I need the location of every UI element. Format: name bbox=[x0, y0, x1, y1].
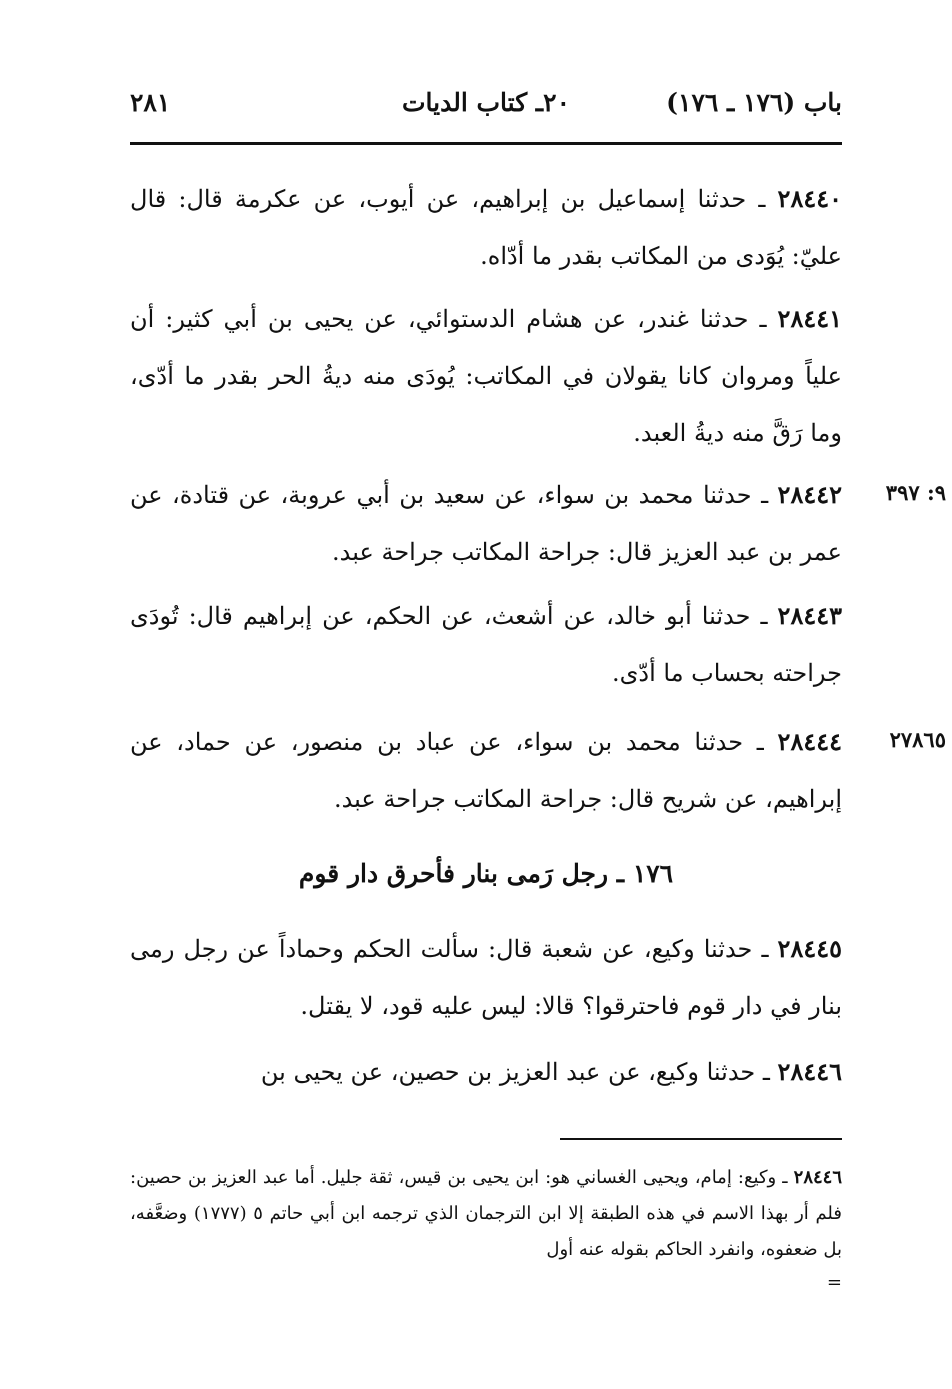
hadith-number: ٢٨٤٤٥ bbox=[777, 934, 842, 963]
footnote-continuation-mark: = bbox=[826, 1272, 842, 1293]
hadith-text: ـ حدثنا أبو خالد، عن أشعث، عن الحكم، عن إبراهيم قال: تُودَى جراحته بحساب ما أدّى. bbox=[130, 602, 842, 687]
hadith-number: ٢٨٤٤٦ bbox=[777, 1057, 842, 1086]
hadith-paragraph bbox=[130, 290, 842, 462]
margin-reference: ٩: ٣٩٧ bbox=[885, 480, 946, 505]
margin-reference: ٢٧٨٦٥ bbox=[889, 727, 946, 752]
footnote-number: ٢٨٤٤٦ bbox=[793, 1167, 842, 1188]
header-page-number: ٢٨١ bbox=[130, 88, 171, 117]
header-chapter-range: باب (١٧٦ ـ ١٧٦) bbox=[666, 88, 842, 117]
footnote-text: ـ وكيع: إمام، ويحيى الغساني هو: ابن يحيى بن قيس، ثقة جليل. أما عبد العزيز بن حصين: فلم أر بهذا الاسم في هذه الطبقة إلا ابن الترجمان الذي ترجمه ابن أبي حاتم ٥ (١٧٧٧) وضعَّفه، بل ضعفوه، وانفرد الحاكم بقوله عنه أول bbox=[130, 1167, 842, 1260]
hadith-text: ـ حدثنا وكيع، عن عبد العزيز بن حصين، عن يحيى بن bbox=[260, 1058, 778, 1086]
chapter-heading: ١٧٦ ـ رجل رَمى بنار فأحرق دار قوم bbox=[298, 859, 674, 888]
hadith-number: ٢٨٤٤٤ bbox=[777, 727, 842, 756]
hadith-paragraph bbox=[130, 466, 842, 581]
hadith-paragraph bbox=[130, 587, 842, 702]
hadith-paragraph bbox=[130, 713, 842, 828]
header-book-title: ٢٠ـ كتاب الديات bbox=[402, 88, 570, 117]
hadith-number: ٢٨٤٤٢ bbox=[777, 480, 842, 509]
hadith-paragraph bbox=[130, 920, 842, 1035]
footnote-rule bbox=[560, 1138, 842, 1140]
hadith-number: ٢٨٤٤٠ bbox=[777, 184, 842, 213]
hadith-text: ـ حدثنا وكيع، عن شعبة قال: سألت الحكم وحماداً عن رجل رمى بنار في دار قوم فاحترقوا؟ قالا: ليس عليه قود، لا يقتل. bbox=[130, 935, 842, 1020]
page-header bbox=[130, 82, 842, 130]
hadith-paragraph bbox=[130, 170, 842, 285]
hadith-paragraph bbox=[130, 1043, 842, 1101]
hadith-number: ٢٨٤٤٣ bbox=[777, 601, 842, 630]
hadith-text: ـ حدثنا غندر، عن هشام الدستوائي، عن يحيى بن أبي كثير: أن علياً ومروان كانا يقولان في المكاتب: يُودَى منه ديةُ الحر بقدر ما أدّى، وما رَقَّ منه ديةُ العبد. bbox=[130, 305, 842, 447]
hadith-text: ـ حدثنا محمد بن سواء، عن عباد بن منصور، عن حماد، عن إبراهيم، عن شريح قال: جراحة المكاتب جراحة عبد. bbox=[130, 728, 842, 813]
header-rule bbox=[130, 142, 842, 145]
hadith-text: ـ حدثنا محمد بن سواء، عن سعيد بن أبي عروبة، عن قتادة، عن عمر بن عبد العزيز قال: جراحة المكاتب جراحة عبد. bbox=[130, 481, 842, 566]
hadith-number: ٢٨٤٤١ bbox=[777, 304, 842, 333]
footnote bbox=[130, 1160, 842, 1298]
hadith-text: ـ حدثنا إسماعيل بن إبراهيم، عن أيوب، عن عكرمة قال: قال عليّ: يُوَدى من المكاتب بقدر ما أدّاه. bbox=[130, 185, 842, 270]
